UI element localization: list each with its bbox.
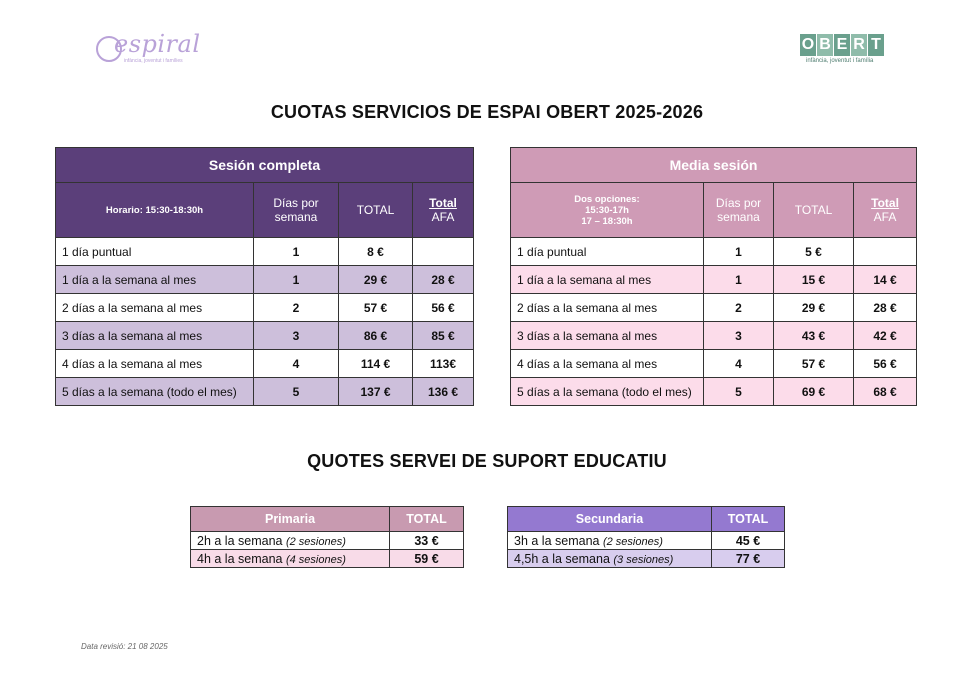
row-note: (4 sesiones) (285, 553, 346, 566)
row-days: 4 (254, 350, 339, 378)
row-total: 43 € (774, 322, 854, 350)
table-row (511, 266, 917, 294)
table-row (508, 532, 785, 550)
row-total: 69 € (774, 378, 854, 406)
row-total: 29 € (339, 266, 413, 294)
espiral-tagline: infància, joventut i famílies (124, 58, 183, 64)
row-total: 86 € (339, 322, 413, 350)
table-row (511, 378, 917, 406)
row-days: 2 (704, 294, 774, 322)
table-row (56, 266, 474, 294)
row-note: (3 sesiones) (613, 553, 674, 566)
row-total: 137 € (339, 378, 413, 406)
days-header: Días por semana (704, 183, 774, 238)
row-days: 3 (254, 322, 339, 350)
row-label: 1 día puntual (56, 238, 254, 266)
row-days: 1 (254, 266, 339, 294)
row-days: 2 (254, 294, 339, 322)
obert-letter: R (851, 34, 867, 56)
row-days: 3 (704, 322, 774, 350)
section-title: QUOTES SERVEI DE SUPORT EDUCATIU (307, 451, 667, 471)
row-label: 3 días a la semana al mes (511, 322, 704, 350)
full-schedule: Horario: 15:30-18:30h (56, 183, 254, 238)
row-label: 3 días a la semana al mes (56, 322, 254, 350)
table-row (191, 550, 464, 568)
row-afa: 85 € (413, 322, 474, 350)
obert-letter: O (800, 34, 816, 56)
row-afa: 42 € (854, 322, 917, 350)
row-label: 1 día a la semana al mes (56, 266, 254, 294)
row-total: 15 € (774, 266, 854, 294)
row-total: 45 € (712, 532, 785, 550)
row-label: 2 días a la semana al mes (511, 294, 704, 322)
afa-header: Total AFA (413, 183, 474, 238)
row-afa: 28 € (413, 266, 474, 294)
row-label: 1 día a la semana al mes (511, 266, 704, 294)
row-total: 57 € (339, 294, 413, 322)
espiral-logo (96, 30, 216, 70)
obert-logo (800, 34, 900, 74)
row-label: 2h a la semana (2 sesiones) (191, 532, 390, 550)
primaria-header: Primaria (191, 507, 390, 532)
row-days: 4 (704, 350, 774, 378)
row-days: 1 (704, 238, 774, 266)
table-row (56, 350, 474, 378)
row-days: 5 (704, 378, 774, 406)
total-header: TOTAL (712, 507, 785, 532)
row-total: 5 € (774, 238, 854, 266)
row-label: 5 días a la semana (todo el mes) (56, 378, 254, 406)
table-row (56, 322, 474, 350)
obert-tagline: infància, joventut i família (806, 58, 874, 64)
row-total: 57 € (774, 350, 854, 378)
row-afa: 56 € (413, 294, 474, 322)
table-row (191, 532, 464, 550)
row-days: 1 (254, 238, 339, 266)
total-header: TOTAL (390, 507, 464, 532)
table-row (511, 294, 917, 322)
secundaria-header: Secundaria (508, 507, 712, 532)
row-total: 59 € (390, 550, 464, 568)
row-afa: 28 € (854, 294, 917, 322)
half-session-table (510, 147, 917, 406)
row-afa: 14 € (854, 266, 917, 294)
total-header: TOTAL (774, 183, 854, 238)
secundaria-table (507, 506, 785, 568)
table-row (511, 238, 917, 266)
row-days: 1 (704, 266, 774, 294)
row-total: 114 € (339, 350, 413, 378)
row-afa (413, 238, 474, 266)
table-row (511, 322, 917, 350)
row-label: 4h a la semana (4 sesiones) (191, 550, 390, 568)
row-afa: 68 € (854, 378, 917, 406)
total-header: TOTAL (339, 183, 413, 238)
obert-letter: B (817, 34, 833, 56)
half-schedule: Dos opciones: 15:30-17h 17 – 18:30h (511, 183, 704, 238)
row-label: 4 días a la semana al mes (56, 350, 254, 378)
table-row (56, 294, 474, 322)
afa-header: Total AFA (854, 183, 917, 238)
primaria-table (190, 506, 464, 568)
row-label: 1 día puntual (511, 238, 704, 266)
days-header: Días por semana (254, 183, 339, 238)
obert-letter: E (834, 34, 850, 56)
row-afa (854, 238, 917, 266)
row-label: 5 días a la semana (todo el mes) (511, 378, 704, 406)
table-row (508, 550, 785, 568)
table-row (56, 378, 474, 406)
row-label: 4,5h a la semana (3 sesiones) (508, 550, 712, 568)
row-label: 4 días a la semana al mes (511, 350, 704, 378)
row-total: 8 € (339, 238, 413, 266)
table-row (511, 350, 917, 378)
row-afa: 136 € (413, 378, 474, 406)
full-session-table (55, 147, 474, 406)
table-row (56, 238, 474, 266)
obert-letter: T (868, 34, 884, 56)
full-session-title: Sesión completa (56, 148, 474, 183)
row-total: 29 € (774, 294, 854, 322)
row-afa: 113€ (413, 350, 474, 378)
row-total: 33 € (390, 532, 464, 550)
espiral-logo-text: espiral (114, 30, 201, 58)
row-days: 5 (254, 378, 339, 406)
revision-date: Data revisió: 21 08 2025 (81, 642, 168, 651)
page-title: CUOTAS SERVICIOS DE ESPAI OBERT 2025-2026 (270, 102, 704, 122)
row-label: 3h a la semana (2 sesiones) (508, 532, 712, 550)
row-note: (2 sesiones) (602, 535, 663, 548)
row-afa: 56 € (854, 350, 917, 378)
row-total: 77 € (712, 550, 785, 568)
half-session-title: Media sesión (511, 148, 917, 183)
row-note: (2 sesiones) (285, 535, 346, 548)
row-label: 2 días a la semana al mes (56, 294, 254, 322)
